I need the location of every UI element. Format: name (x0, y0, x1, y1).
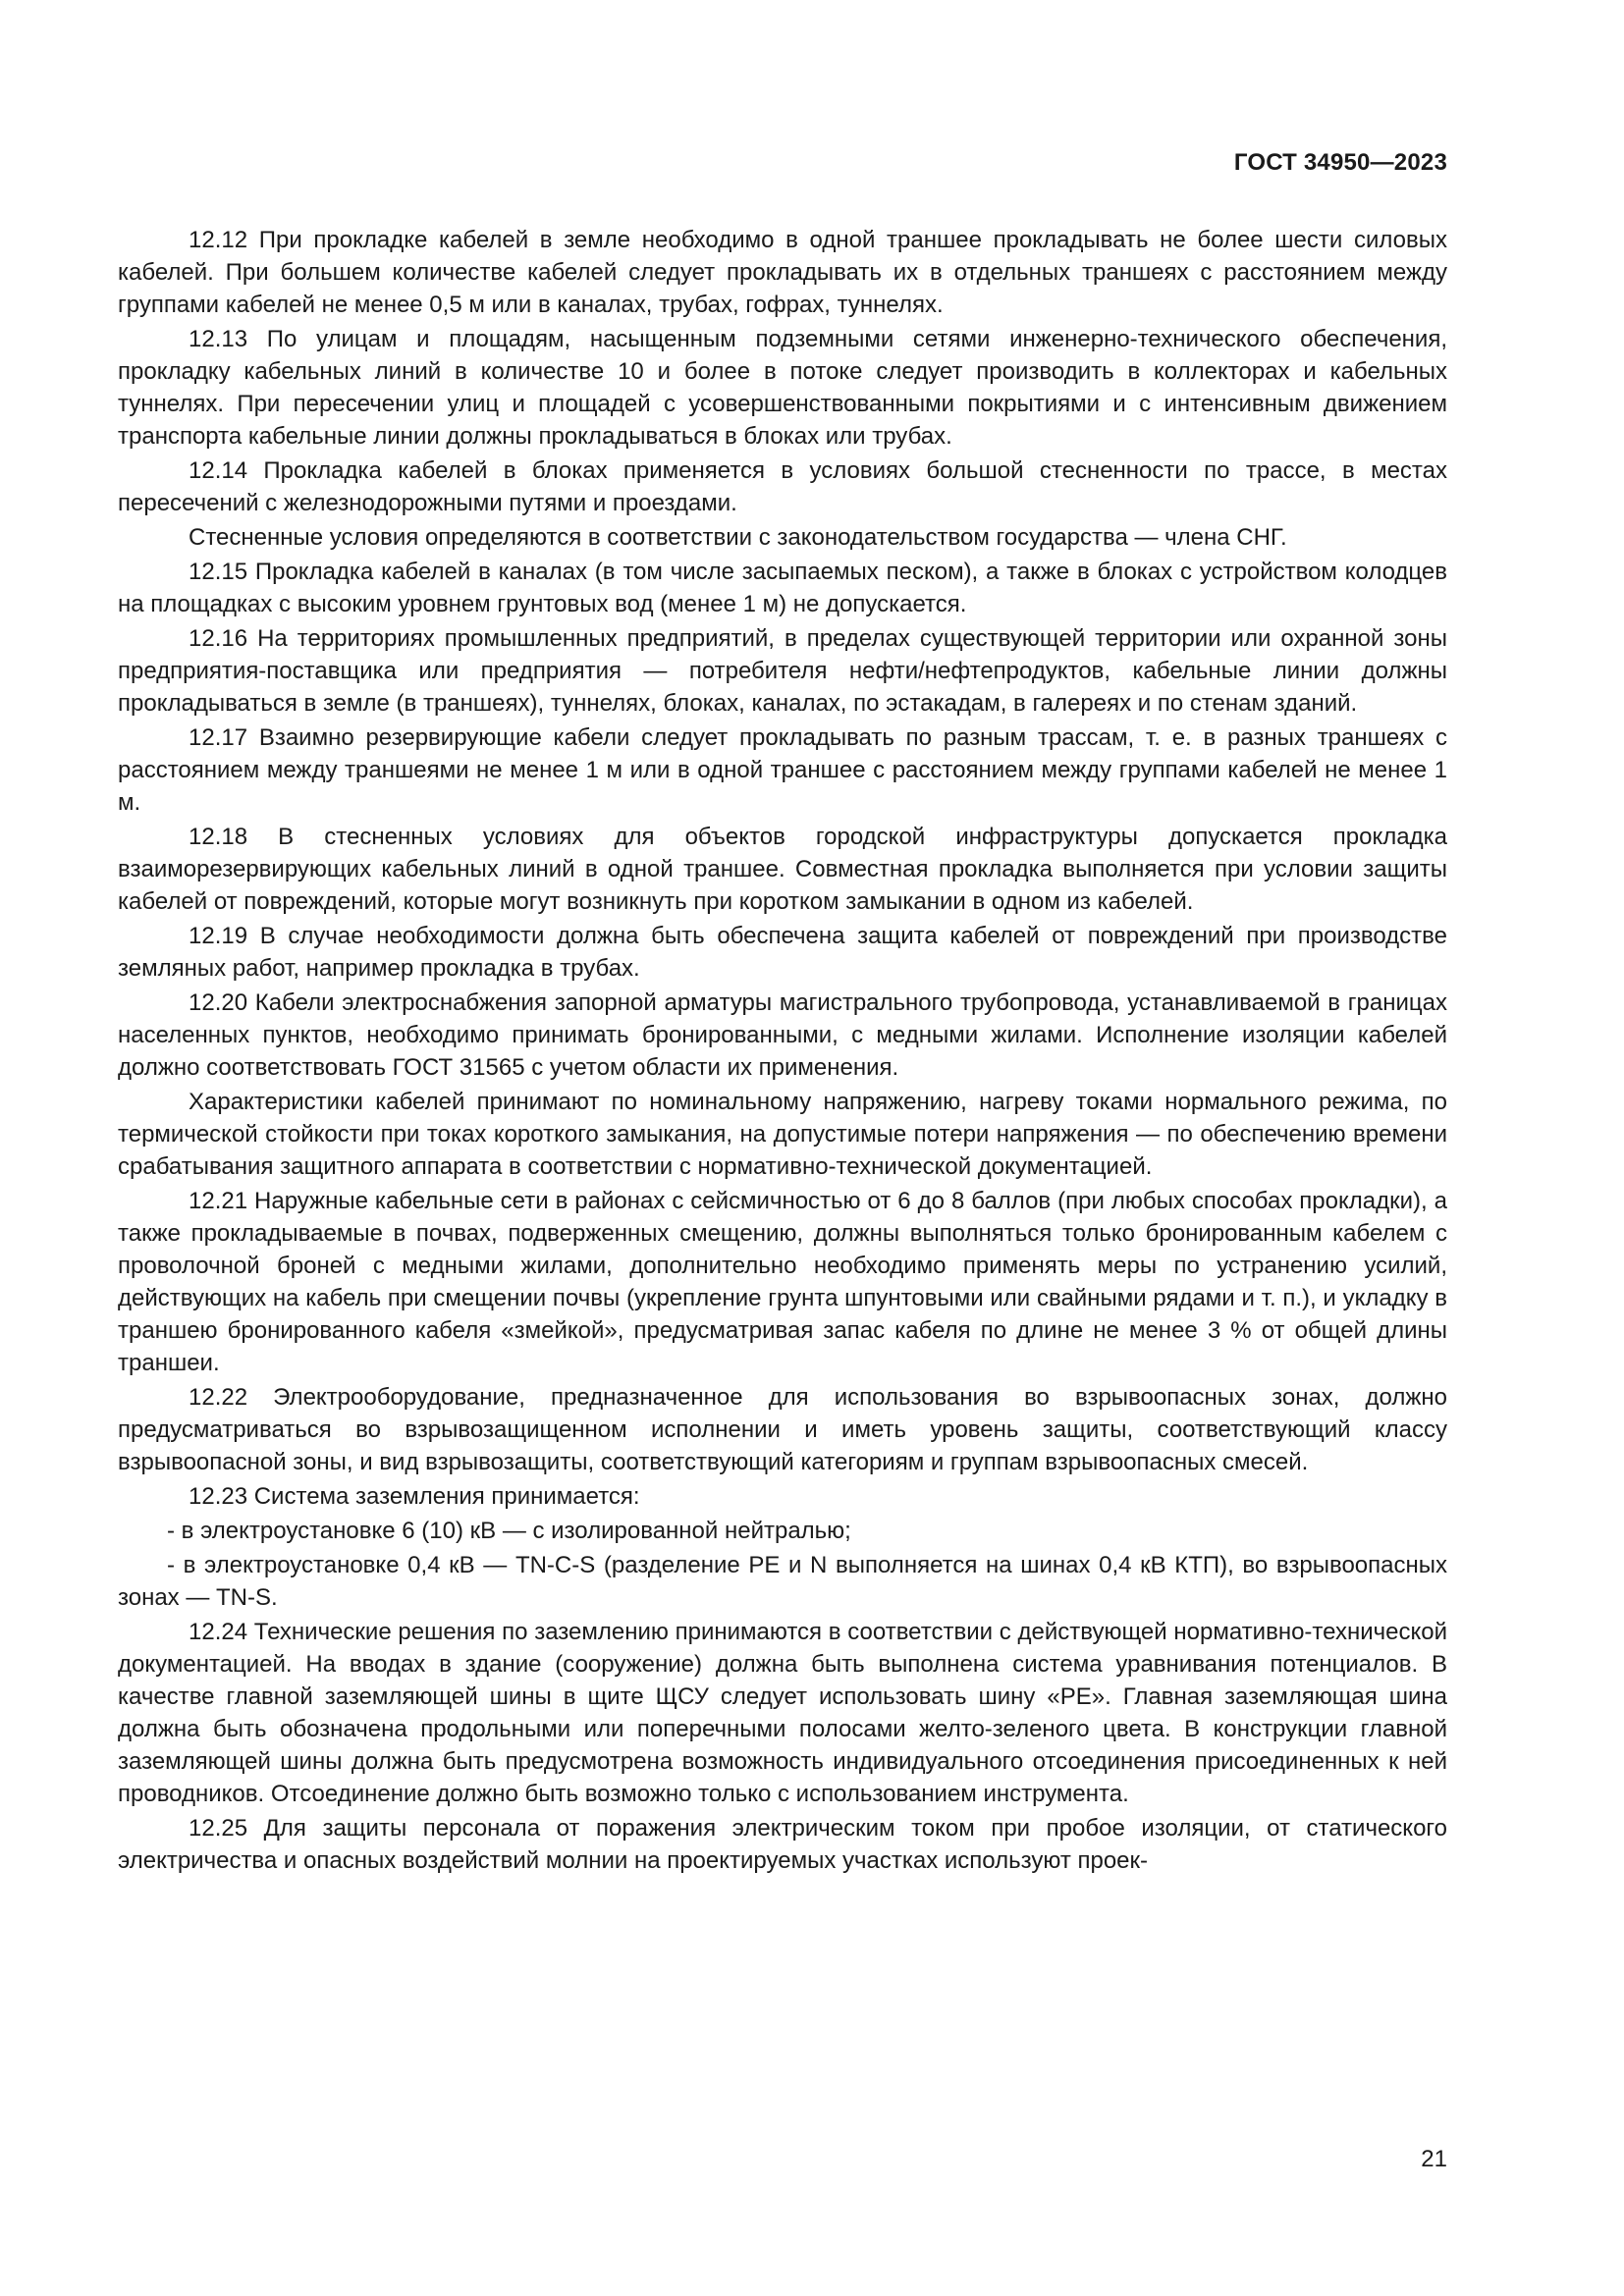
document-code: ГОСТ 34950—2023 (1233, 149, 1447, 176)
list-item-6-10-kv: - в электроустановке 6 (10) кВ — с изолированной нейтралью; (167, 1518, 851, 1544)
paragraph-12-22: 12.22 Электрооборудование, предназначенное для использования во взрывоопасных зонах, должно предусматриваться во взрывозащищенном исполнении и иметь уровень защиты, соответствующий классу взрывоопасной зоны, и вид взрывозащиты, соответствующий категориям и группам взрывоопасных смесей. (118, 1384, 1447, 1475)
paragraph-12-15: 12.15 Прокладка кабелей в каналах (в том числе засыпаемых песком), а также в блоках с устройством колодцев на площадках с высоким уровнем грунтовых вод (менее 1 м) не допускается. (118, 559, 1447, 617)
page-number: 21 (1421, 2146, 1447, 2172)
paragraph-12-17: 12.17 Взаимно резервирующие кабели следует прокладывать по разным трассам, т. е. в разных траншеях с расстоянием между траншеями не менее 1 м или в одной траншее с расстоянием между группами кабелей не менее 1 м. (118, 724, 1447, 816)
paragraph-12-19: 12.19 В случае необходимости должна быть обеспечена защита кабелей от повреждений при производстве земляных работ, например прокладка в трубах. (118, 923, 1447, 982)
paragraph-12-13: 12.13 По улицам и площадям, насыщенным подземными сетями инженерно-технического обеспечения, прокладку кабельных линий в количестве 10 и более в потоке следует производить в коллекторах и кабельных туннелях. При пересечении улиц и площадей с усовершенствованными покрытиями и с интенсивным движением транспорта кабельные линии должны прокладываться в блоках или трубах. (118, 326, 1447, 450)
paragraph-12-18: 12.18 В стесненных условиях для объектов городской инфраструктуры допускается прокладка взаиморезервирующих кабельных линий в одной траншее. Совместная прокладка выполняется при условии защиты кабелей от повреждений, которые могут возникнуть при коротком замыкании в одном из кабелей. (118, 824, 1447, 915)
paragraph-12-14: 12.14 Прокладка кабелей в блоках применяется в условиях большой стесненности по трассе, в местах пересечений с железнодорожными путями и проездами. (118, 457, 1447, 516)
paragraph-12-14-note: Стесненные условия определяются в соответствии с законодательством государства — члена СНГ. (189, 524, 1287, 551)
paragraph-12-20-characteristics: Характеристики кабелей принимают по номинальному напряжению, нагреву токами нормального режима, по термической стойкости при токах короткого замыкания, на допустимые потери напряжения — по обеспечению времени срабатывания защитного аппарата в соответствии с нормативно-технической документацией. (118, 1089, 1447, 1180)
paragraph-12-16: 12.16 На территориях промышленных предприятий, в пределах существующей территории или охранной зоны предприятия-поставщика или предприятия — потребителя нефти/нефтепродуктов, кабельные линии должны прокладываться в земле (в траншеях), туннелях, блоках, каналах, по эстакадам, в галереях и по стенам зданий. (118, 625, 1447, 717)
list-item-0-4-kv: - в электроустановке 0,4 кВ — TN-C-S (разделение PE и N выполняется на шинах 0,4 кВ КТП), во взрывоопасных зонах — TN-S. (118, 1552, 1447, 1611)
paragraph-12-12: 12.12 При прокладке кабелей в земле необходимо в одной траншее прокладывать не более шести силовых кабелей. При большем количестве кабелей следует прокладывать их в отдельных траншеях с расстоянием между группами кабелей не менее 0,5 м или в каналах, трубах, гофрах, туннелях. (118, 227, 1447, 318)
paragraph-12-23: 12.23 Система заземления принимается: (189, 1483, 640, 1510)
paragraph-12-21: 12.21 Наружные кабельные сети в районах с сейсмичностью от 6 до 8 баллов (при любых способах прокладки), а также прокладываемые в почвах, подверженных смещению, должны выполняться только бронированным кабелем с проволочной броней с медными жилами, дополнительно необходимо применять меры по устранению усилий, действующих на кабель при смещении почвы (укрепление грунта шпунтовыми или свайными рядами и т. п.), и укладку в траншею бронированного кабеля «змейкой», предусматривая запас кабеля по длине не менее 3 % от общей длины траншеи. (118, 1188, 1447, 1376)
paragraph-12-20: 12.20 Кабели электроснабжения запорной арматуры магистрального трубопровода, устанавливаемой в границах населенных пунктов, необходимо принимать бронированными, с медными жилами. Исполнение изоляции кабелей должно соответствовать ГОСТ 31565 с учетом области их применения. (118, 989, 1447, 1081)
paragraph-12-25: 12.25 Для защиты персонала от поражения электрическим током при пробое изоляции, от статического электричества и опасных воздействий молнии на проектируемых участках используют проек- (118, 1815, 1447, 1874)
document-body (118, 224, 1447, 1879)
paragraph-12-24: 12.24 Технические решения по заземлению принимаются в соответствии с действующей нормативно-технической документацией. На вводах в здание (сооружение) должна быть выполнена система уравнивания потенциалов. В качестве главной заземляющей шины в щите ЩСУ следует использовать шину «PE». Главная заземляющая шина должна быть обозначена продольными или поперечными полосами желто-зеленого цвета. В конструкции главной заземляющей шины должна быть предусмотрена возможность индивидуального отсоединения присоединенных к ней проводников. Отсоединение должно быть возможно только с использованием инструмента. (118, 1619, 1447, 1807)
